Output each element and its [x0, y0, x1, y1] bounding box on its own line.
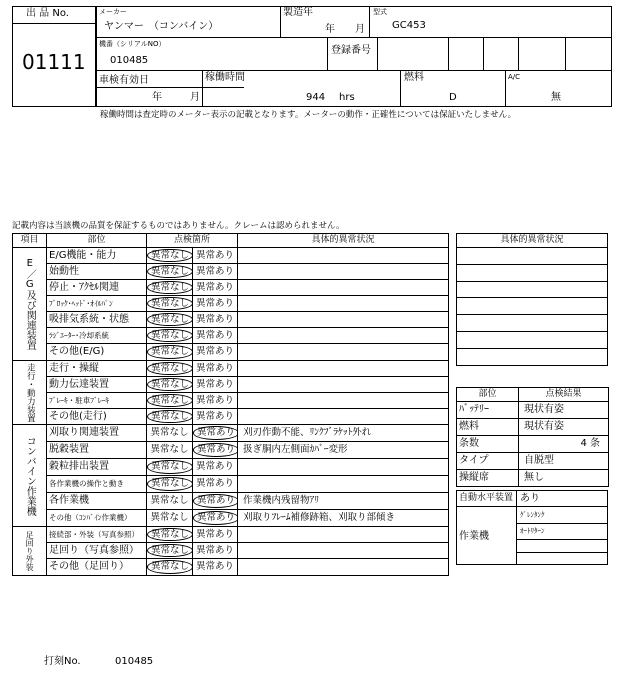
part-cell: 刈取り関連装置 — [47, 425, 147, 442]
status-option: 異常あり — [196, 313, 235, 325]
part-cell: 足回り（写真参照） — [47, 543, 147, 559]
ng-cell — [193, 543, 238, 559]
part-cell: 走行・操縦 — [47, 361, 147, 377]
detail-cell — [238, 248, 449, 264]
detail-cell — [238, 344, 449, 361]
status-option: 異常なし — [150, 427, 189, 439]
detail-cell — [238, 393, 449, 409]
results-row — [457, 402, 609, 419]
detail-cell — [238, 459, 449, 476]
ok-cell — [147, 377, 193, 393]
status-option: 異常あり — [196, 410, 235, 422]
side-detail-row — [457, 248, 608, 265]
detail-cell — [238, 280, 449, 296]
ok-cell — [147, 442, 193, 459]
side-detail-cell — [457, 298, 608, 315]
side-detail-header: 具体的異常状況 — [457, 234, 608, 248]
table-row — [13, 559, 449, 576]
status-option: 異常なし — [150, 495, 189, 507]
results-value: 無し — [519, 470, 609, 487]
auto-level-value: あり — [520, 493, 540, 504]
side-detail-cell — [457, 264, 608, 281]
ng-cell — [193, 459, 238, 476]
selected-status: 異常あり — [193, 443, 238, 457]
table-row — [13, 425, 449, 442]
detail-cell — [238, 527, 449, 543]
status-option: 異常あり — [196, 265, 235, 277]
selected-status: 異常あり — [193, 511, 238, 525]
work-item: ｸﾞﾚﾝﾀﾝｸ — [520, 511, 545, 519]
ac-label: A/C — [508, 73, 521, 81]
status-option: 異常あり — [196, 329, 235, 341]
part-cell: その他(走行) — [47, 409, 147, 425]
part-cell: その他(E/G) — [47, 344, 147, 361]
side-detail-cell — [457, 248, 608, 265]
selected-status: 異常なし — [147, 528, 193, 542]
selected-status: 異常あり — [193, 494, 238, 508]
col-check-header: 点検箇所 — [147, 234, 238, 248]
status-option: 異常あり — [196, 394, 235, 406]
detail-cell — [238, 543, 449, 559]
side-detail-row — [457, 315, 608, 332]
work-item: ｵｰﾄﾘﾀｰﾝ — [520, 527, 545, 535]
table-row — [13, 344, 449, 361]
status-option: 異常あり — [196, 528, 235, 540]
detail-cell: 刈取りﾌﾚｰﾑ補修跡箱、刈取り部傾き — [238, 510, 449, 527]
side-detail-cell — [457, 331, 608, 348]
ng-cell — [193, 264, 238, 280]
year-unit: 年 — [325, 24, 335, 35]
stamp-label: 打刻No. — [44, 656, 81, 667]
part-cell: 停止・ｱｸｾﾙ関連 — [47, 280, 147, 296]
group-cell — [13, 248, 47, 361]
part-cell: ﾌﾞﾚｰｷ・駐車ﾌﾞﾚｰｷ — [47, 393, 147, 409]
ng-cell — [193, 510, 238, 527]
ng-cell — [193, 328, 238, 344]
side-detail-cell — [457, 315, 608, 332]
quality-note: 記載内容は当該機の品質を保証するものではありません。クレームは認められません。 — [12, 221, 345, 231]
results-part: 条数 — [457, 436, 519, 453]
detail-cell — [238, 296, 449, 312]
selected-status: 異常なし — [147, 265, 193, 279]
inspection-month-unit: 月 — [190, 92, 200, 103]
status-option: 異常あり — [196, 478, 235, 490]
selected-status: 異常なし — [147, 378, 193, 392]
table-row — [13, 312, 449, 328]
ok-cell — [147, 296, 193, 312]
maker-label: メーカー — [99, 8, 127, 16]
detail-cell — [238, 328, 449, 344]
ok-cell — [147, 543, 193, 559]
group-name: 足回り外装 — [25, 531, 35, 571]
status-option: 異常あり — [196, 249, 235, 261]
ng-cell — [193, 377, 238, 393]
part-cell: 各作業機の操作と動き — [47, 476, 147, 493]
selected-status: 異常なし — [147, 477, 193, 491]
ng-cell — [193, 425, 238, 442]
detail-cell — [238, 377, 449, 393]
ok-cell — [147, 248, 193, 264]
selected-status: 異常なし — [147, 281, 193, 295]
detail-cell — [238, 264, 449, 280]
selected-status: 異常なし — [147, 345, 193, 359]
results-row — [457, 419, 609, 436]
group-name: E／G及び関連装置 — [24, 258, 36, 350]
results-row — [457, 453, 609, 470]
results-value: 現状有姿 — [519, 402, 609, 419]
selected-status: 異常なし — [147, 329, 193, 343]
fuel-label: 燃料 — [404, 72, 424, 83]
status-option: 異常あり — [196, 362, 235, 374]
detail-cell: 刈刃作動不能、ﾘﾝｸﾌﾞﾗｹｯﾄ外れ — [238, 425, 449, 442]
status-option: 異常なし — [150, 444, 189, 456]
table-row — [13, 459, 449, 476]
detail-cell: 作業機内残留物ｱﾘ — [238, 493, 449, 510]
lot-number: 01111 — [22, 50, 86, 74]
model-value: GC453 — [392, 20, 426, 31]
part-cell: その他（ｺﾝﾊﾞｲﾝ作業機） — [47, 510, 147, 527]
results-row — [457, 470, 609, 487]
ng-cell — [193, 476, 238, 493]
hours-label: 稼働時間 — [205, 72, 245, 83]
table-row — [13, 280, 449, 296]
part-cell: 接続部・外装（写真参照） — [47, 527, 147, 543]
results-part: タイプ — [457, 453, 519, 470]
part-cell: 動力伝達装置 — [47, 377, 147, 393]
part-cell: 各作業機 — [47, 493, 147, 510]
ng-cell — [193, 442, 238, 459]
selected-status: 異常なし — [147, 410, 193, 424]
part-cell: ﾗｼﾞｴｰﾀｰ･冷却系統 — [47, 328, 147, 344]
table-row — [13, 377, 449, 393]
ok-cell — [147, 312, 193, 328]
table-row — [13, 442, 449, 459]
model-label: 型式 — [373, 8, 387, 16]
table-row — [13, 328, 449, 344]
results-part: ﾊﾞｯﾃﾘｰ — [457, 402, 519, 419]
detail-cell: 扱ぎ胴内左側面ｶﾊﾞｰ変形 — [238, 442, 449, 459]
month-unit: 月 — [355, 24, 365, 35]
selected-status: 異常なし — [147, 560, 193, 574]
ok-cell — [147, 493, 193, 510]
detail-cell — [238, 559, 449, 576]
maker-value: ヤンマー （コンバイン） — [104, 21, 219, 32]
status-option: 異常あり — [196, 461, 235, 473]
table-row — [13, 361, 449, 377]
inspection-year-unit: 年 — [152, 92, 162, 103]
detail-cell — [238, 409, 449, 425]
ok-cell — [147, 409, 193, 425]
serial-label: 機番（シリアルNO） — [99, 40, 166, 48]
side-detail-row — [457, 298, 608, 315]
work-label: 作業機 — [459, 531, 489, 542]
ac-value: 無 — [551, 92, 561, 103]
selected-status: 異常なし — [147, 362, 193, 376]
col-part-header: 部位 — [47, 234, 147, 248]
selected-status: 異常あり — [193, 426, 238, 440]
detail-cell — [238, 476, 449, 493]
ng-cell — [193, 248, 238, 264]
lot-label: 出 品 No. — [26, 8, 69, 19]
table-row — [13, 543, 449, 559]
col-detail-header: 具体的異常状況 — [238, 234, 449, 248]
side-detail-cell — [457, 281, 608, 298]
ok-cell — [147, 459, 193, 476]
selected-status: 異常なし — [147, 249, 193, 263]
auto-level-label: 自動水平装置 — [459, 493, 514, 503]
ng-cell — [193, 312, 238, 328]
side-detail-table — [456, 233, 608, 366]
results-part: 燃料 — [457, 419, 519, 436]
stamp-value: 010485 — [115, 656, 154, 667]
side-detail-row — [457, 331, 608, 348]
selected-status: 異常なし — [147, 297, 193, 311]
part-cell: 吸排気系統・状態 — [47, 312, 147, 328]
results-part: 操縦席 — [457, 470, 519, 487]
registration-label: 登録番号 — [331, 45, 371, 56]
hours-unit: hrs — [339, 92, 355, 103]
ng-cell — [193, 393, 238, 409]
year-label: 製造年 — [283, 7, 313, 18]
part-cell: 始動性 — [47, 264, 147, 280]
detail-cell — [238, 361, 449, 377]
table-row — [13, 493, 449, 510]
group-name: 走行・動力装置 — [25, 362, 36, 423]
results-row — [457, 436, 609, 453]
status-option: 異常あり — [196, 378, 235, 390]
group-cell — [13, 425, 47, 527]
side-detail-row — [457, 264, 608, 281]
status-option: 異常あり — [196, 297, 235, 309]
selected-status: 異常なし — [147, 544, 193, 558]
table-row — [13, 248, 449, 264]
ng-cell — [193, 344, 238, 361]
ok-cell — [147, 361, 193, 377]
ok-cell — [147, 559, 193, 576]
inspection-label: 車検有効日 — [99, 75, 149, 86]
status-option: 異常あり — [196, 281, 235, 293]
part-cell: E/G機能・能力 — [47, 248, 147, 264]
status-option: 異常あり — [196, 561, 235, 573]
part-cell: 穀粒排出装置 — [47, 459, 147, 476]
selected-status: 異常なし — [147, 460, 193, 474]
ng-cell — [193, 280, 238, 296]
ok-cell — [147, 264, 193, 280]
detail-cell — [238, 312, 449, 328]
table-row — [13, 510, 449, 527]
table-row — [13, 393, 449, 409]
results-value: 4 条 — [519, 436, 609, 453]
part-cell: 脱穀装置 — [47, 442, 147, 459]
table-row — [13, 296, 449, 312]
side-detail-row — [457, 348, 608, 365]
results-value: 現状有姿 — [519, 419, 609, 436]
table-row — [13, 409, 449, 425]
ok-cell — [147, 328, 193, 344]
ng-cell — [193, 361, 238, 377]
results-table — [456, 387, 609, 487]
group-cell — [13, 361, 47, 425]
ok-cell — [147, 344, 193, 361]
ng-cell — [193, 409, 238, 425]
status-option: 異常あり — [196, 346, 235, 358]
part-cell: ﾌﾞﾛｯｸ･ﾍｯﾄﾞ･ｵｲﾙﾊﾟﾝ — [47, 296, 147, 312]
side-detail-row — [457, 281, 608, 298]
ok-cell — [147, 476, 193, 493]
results-value: 自脱型 — [519, 453, 609, 470]
table-row — [13, 527, 449, 543]
ok-cell — [147, 510, 193, 527]
selected-status: 異常なし — [147, 394, 193, 408]
ok-cell — [147, 393, 193, 409]
selected-status: 異常なし — [147, 313, 193, 327]
group-cell — [13, 527, 47, 576]
table-row — [13, 264, 449, 280]
ng-cell — [193, 559, 238, 576]
fuel-value: D — [449, 92, 457, 103]
status-option: 異常なし — [150, 512, 189, 524]
side-detail-cell — [457, 348, 608, 365]
status-option: 異常あり — [196, 544, 235, 556]
results-result-header: 点検結果 — [519, 388, 609, 402]
table-row — [13, 476, 449, 493]
results-part-header: 部位 — [457, 388, 519, 402]
ng-cell — [193, 296, 238, 312]
ng-cell — [193, 527, 238, 543]
ng-cell — [193, 493, 238, 510]
hours-value: 944 — [306, 92, 326, 103]
part-cell: その他（足回り） — [47, 559, 147, 576]
inspection-table — [12, 233, 449, 576]
ok-cell — [147, 425, 193, 442]
serial-value: 010485 — [110, 55, 149, 66]
ok-cell — [147, 527, 193, 543]
ok-cell — [147, 280, 193, 296]
col-item-header: 項目 — [13, 234, 47, 248]
group-name: コンバイン作業機 — [24, 435, 36, 516]
hours-note: 稼働時間は査定時のメーター表示の記載となります。メーターの動作・正確性については保証いたしません。 — [100, 110, 517, 120]
